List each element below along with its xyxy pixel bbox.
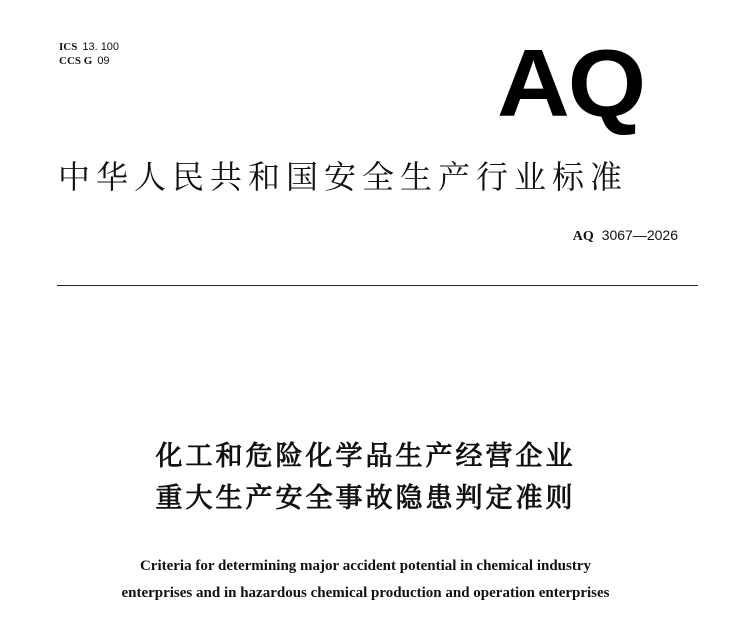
ics-label: ICS <box>59 41 78 53</box>
standard-category-title: 中华人民共和国安全生产行业标准 <box>58 158 629 196</box>
ccs-code <box>59 54 119 68</box>
english-title-line-1: Criteria for determining major accident potential in chemical industry <box>139 558 592 574</box>
aq-logo: AQ <box>497 30 644 137</box>
standard-number <box>573 226 678 246</box>
header-divider <box>57 285 698 286</box>
ics-value: 13. 100 <box>82 41 120 53</box>
standard-number-prefix: AQ <box>572 229 594 244</box>
ics-code <box>59 40 119 54</box>
ccs-label: CCS G <box>59 55 93 67</box>
classification-codes <box>59 40 119 68</box>
chinese-title-line-2: 重大生产安全事故隐患判定准则 <box>155 483 576 514</box>
chinese-title-line-1: 化工和危险化学品生产经营企业 <box>155 441 576 472</box>
english-title-line-2: enterprises and in hazardous chemical production and operation enterprises <box>121 585 610 601</box>
standard-number-code: 3067—2026 <box>601 227 678 243</box>
english-title <box>0 553 731 607</box>
ccs-value: 09 <box>97 55 110 67</box>
chinese-title <box>0 436 731 520</box>
